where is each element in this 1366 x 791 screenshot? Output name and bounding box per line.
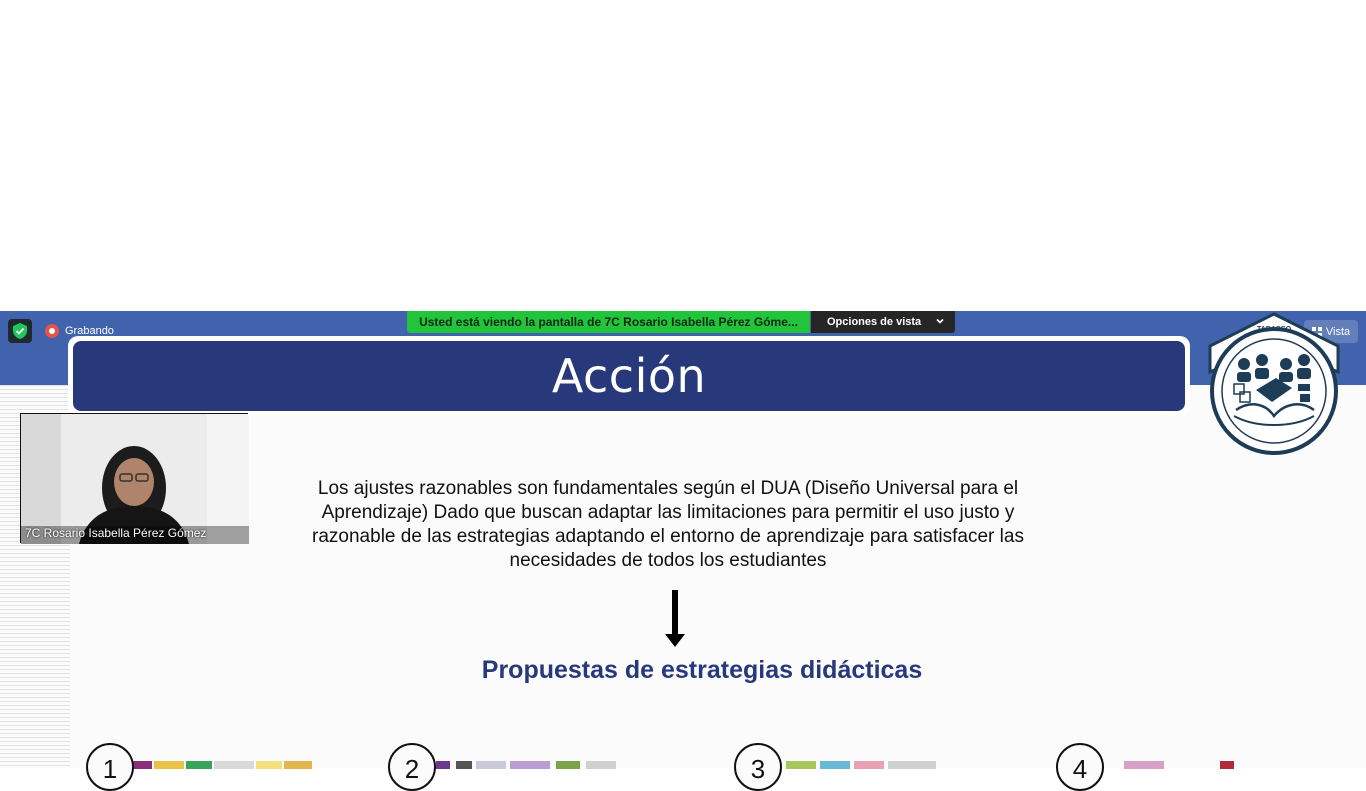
record-icon[interactable]: [45, 324, 59, 338]
strategy-number-2: 2: [388, 743, 436, 791]
meeting-status: [8, 319, 114, 343]
view-options-button[interactable]: [811, 311, 955, 333]
slide-title: Acción: [551, 349, 707, 403]
down-arrow: [664, 590, 686, 648]
strategy-number-4: 4: [1056, 743, 1104, 791]
slide-subtitle: Propuestas de estrategias didácticas: [481, 656, 923, 684]
participant-video[interactable]: [20, 413, 248, 543]
strategy-2-thumbnail: [436, 761, 616, 769]
slide-body-text: Los ajustes razonables son fundamentales según el DUA (Diseño Universal para el Aprendizaje) Dado que buscan adaptar las limitaciones para permitir el uso justo y razonable de las estrategias adaptando el entorno de aprendizaje para satisfacer las necesidades de todos los estudiantes: [312, 478, 1024, 571]
view-options-label: Opciones de vista: [827, 316, 922, 328]
school-logo: [1206, 312, 1342, 457]
strategy-number-1: 1: [86, 743, 134, 791]
strategy-3-thumbnail: [786, 761, 936, 769]
screen-share-banner: Usted está viendo la pantalla de 7C Rosario Isabella Pérez Góme...: [407, 311, 810, 333]
strategy-number-3: 3: [734, 743, 782, 791]
shared-screen: [0, 311, 1366, 784]
recording-label: Grabando: [65, 325, 114, 337]
participant-name: 7C Rosario Isabella Pérez Gómez: [25, 526, 207, 540]
shield-check-icon[interactable]: [8, 319, 32, 343]
strategy-4-thumbnail: [1124, 761, 1244, 769]
participant-video-frame: [21, 414, 249, 544]
blank-area: [0, 0, 1366, 311]
chevron-down-icon: [935, 316, 945, 326]
strategy-1-thumbnail: [132, 761, 312, 769]
slide-title-bar: [68, 336, 1190, 416]
view-button-label: Vista: [1325, 325, 1351, 338]
strategy-list: [0, 743, 1366, 784]
